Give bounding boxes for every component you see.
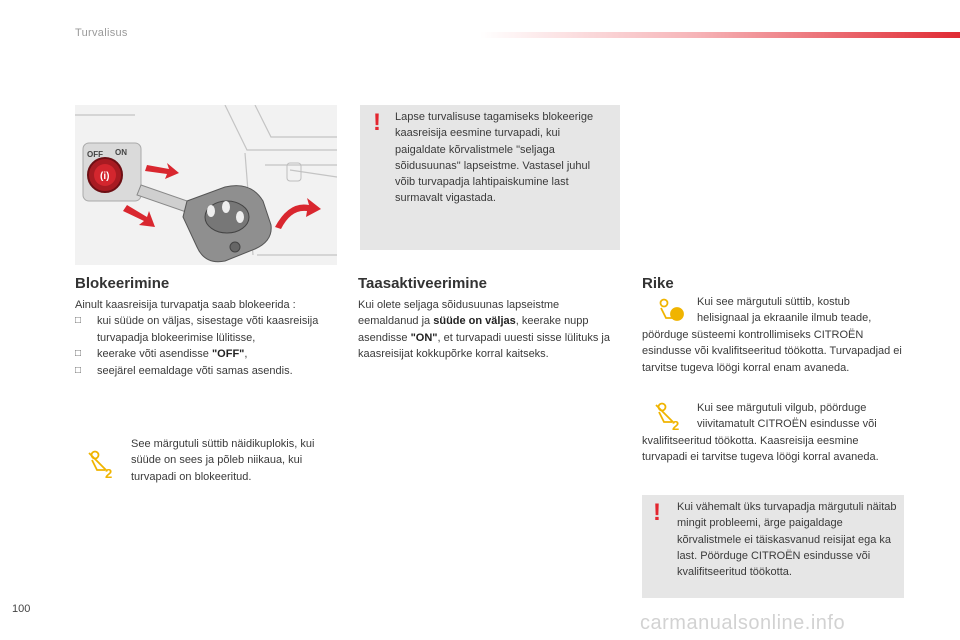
page-header-title: Turvalisus bbox=[75, 27, 128, 39]
header-accent-line bbox=[480, 32, 960, 38]
exclamation-icon: ! bbox=[653, 499, 661, 526]
child-seat-warning-box bbox=[360, 105, 620, 250]
fault-warning-text: Kui vähemalt üks turvapadja märgutuli näitab mingit probleemi, ärge paigaldage kõrvalistmele ei täiskasvanud reisijat ega ka last. Pöörduge CITROËN esindusse või kvalifitseeritud töökotta. bbox=[677, 501, 897, 579]
indicator-number: 2 bbox=[672, 418, 680, 433]
list-item bbox=[75, 363, 345, 379]
switch-off-label: OFF bbox=[87, 150, 103, 159]
airbag-switch-drawing bbox=[75, 105, 337, 265]
step-text: kui süüde on väljas, sisestage võti kaasreisija turvapadja blokeerimise lülitisse, bbox=[97, 315, 319, 344]
step-text: , bbox=[244, 348, 248, 361]
rike-paragraph-1 bbox=[642, 294, 904, 376]
bullet-checkbox-icon: □ bbox=[75, 364, 82, 376]
body-text: Kui olete seljaga sõidusuunas lapseistme eemaldanud ja bbox=[358, 299, 560, 328]
body-text: Kui see märgutuli vilgub, pöörduge viivitamatult CITROËN esindusse või kvalifitseeritud töökotta. Kaasreisija eesmine turvapadi ei tarvitse tugeva löögi korral avaneda. bbox=[642, 402, 879, 464]
body-bold-text: süüde on väljas bbox=[433, 315, 516, 328]
blokeerimine-intro: Ainult kaasreisija turvapatja saab blokeerida : bbox=[75, 299, 296, 311]
page-number: 100 bbox=[12, 603, 31, 615]
step-text: keerake võti asendisse bbox=[97, 348, 212, 361]
body-bold-text: "ON" bbox=[410, 331, 438, 344]
child-seat-warning-text: Lapse turvalisuse tagamiseks blokeerige kaasreisija eesmine turvapadi, kui paigaldate kõrvalistmele "seljaga sõidusuunas" lapseistme. Vastasel juhul võib turvapadja lahtipaiskumine last surmavalt vigastada. bbox=[395, 111, 594, 205]
switch-on-label: ON bbox=[115, 148, 127, 157]
rike-paragraph-2 bbox=[642, 400, 904, 466]
step-text: seejärel eemaldage võti samas asendis. bbox=[97, 364, 293, 377]
airbag-off-indicator-icon bbox=[85, 448, 119, 487]
body-text: , et turvapadi uuesti sisse lülituks ja kaasreisijat kokkupõrke korral kaitseks. bbox=[358, 331, 610, 361]
list-item bbox=[75, 313, 345, 346]
icon-spacer bbox=[642, 400, 697, 430]
blokeerimine-body bbox=[75, 297, 345, 379]
blokeerimine-steps bbox=[75, 313, 345, 379]
list-item bbox=[75, 346, 345, 362]
taasaktiveerimine-body bbox=[358, 297, 620, 363]
key-dial-label: (i) bbox=[100, 171, 110, 182]
airbag-switch-illustration bbox=[75, 105, 337, 265]
bullet-checkbox-icon: □ bbox=[75, 315, 82, 327]
blokeerimine-heading: Blokeerimine bbox=[75, 275, 170, 292]
taasaktiveerimine-heading: Taasaktiveerimine bbox=[358, 275, 487, 292]
indicator-number: 2 bbox=[105, 466, 113, 481]
body-text: Kui see märgutuli süttib, kostub helisignaal ja ekraanile ilmub teade, pöörduge süsteemi kontrollimiseks CITROËN esindusse või kvalifitseeritud töökotta. Turvapadjad ei tarvitse tugeva löögi korral enam avaneda. bbox=[642, 296, 902, 374]
fault-warning-box bbox=[642, 495, 904, 598]
bullet-checkbox-icon: □ bbox=[75, 348, 82, 360]
exclamation-icon: ! bbox=[373, 109, 381, 136]
rike-heading: Rike bbox=[642, 275, 674, 292]
icon-spacer bbox=[642, 294, 697, 324]
body-text: , keerake nupp asendisse bbox=[358, 315, 589, 344]
footer-watermark: carmanualsonline.info bbox=[640, 612, 846, 634]
step-bold-text: "OFF" bbox=[211, 348, 245, 361]
blokeerimine-indicator-text: See märgutuli süttib näidikuplokis, kui süüde on sees ja põleb niikaua, kui turvapadi on blokeeritud. bbox=[131, 438, 315, 483]
